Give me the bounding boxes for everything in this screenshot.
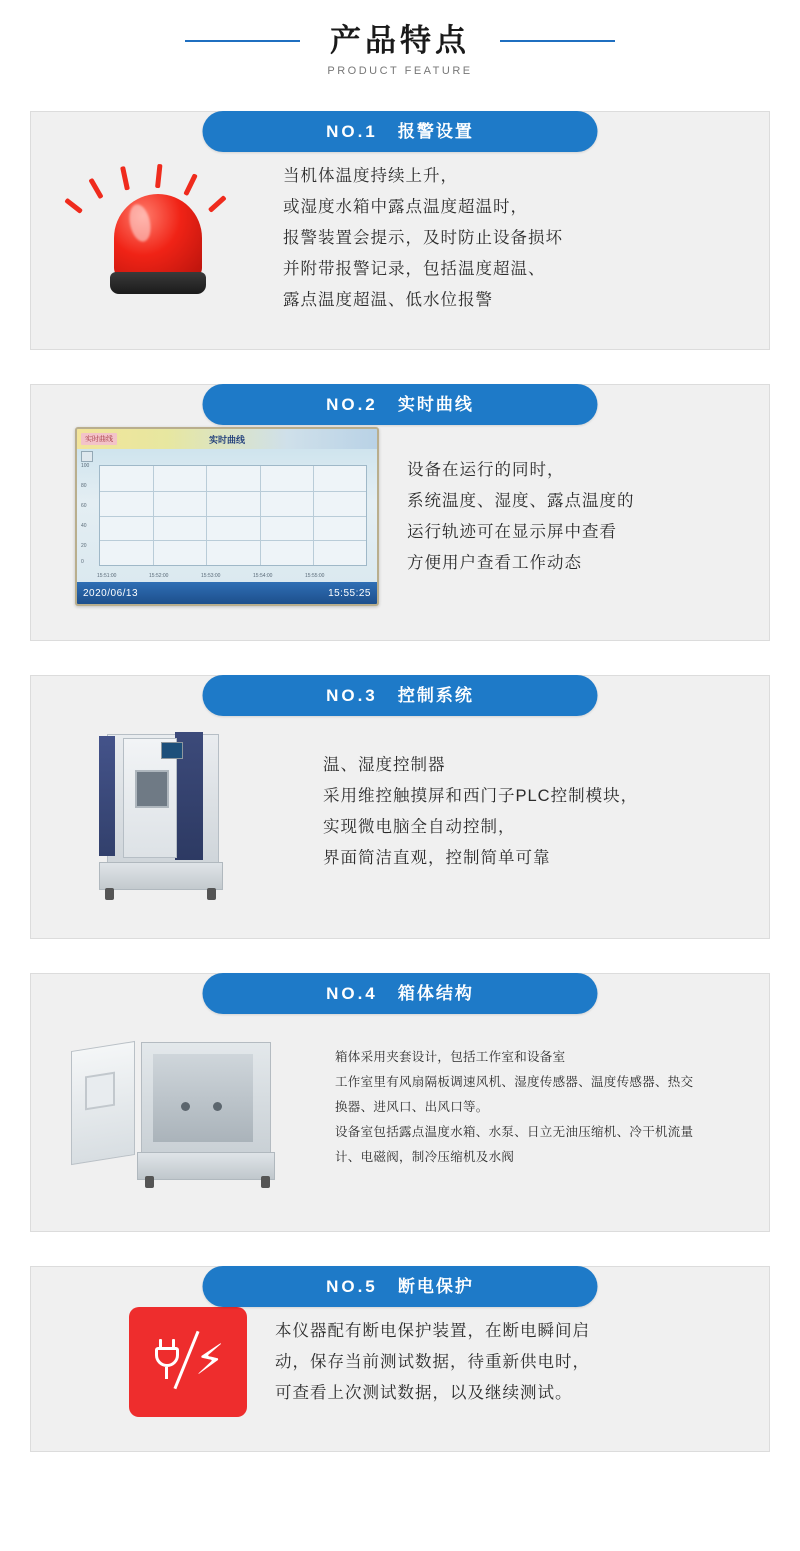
screen-y-tick: 20 — [81, 543, 87, 550]
section-cabinet-structure — [30, 973, 770, 1232]
badge-title-1: 报警设置 — [397, 122, 474, 142]
screen-tab-label: 实时曲线 — [81, 433, 117, 445]
alarm-ray — [183, 173, 198, 196]
grid-hline — [100, 491, 366, 492]
section-realtime-curve — [30, 384, 770, 641]
chamber-interior — [153, 1054, 253, 1142]
lightning-bolt-icon: ⚡ — [195, 1336, 225, 1384]
alarm-ray — [88, 178, 103, 200]
section-text-1 — [265, 161, 745, 316]
lamp-gloss — [126, 203, 153, 244]
badge-title-2: 实时曲线 — [397, 395, 474, 415]
badge-title-5: 断电保护 — [397, 1277, 474, 1297]
page-subtitle: PRODUCT FEATURE — [327, 65, 473, 78]
feature-line: 当机体温度持续上升， — [283, 167, 458, 186]
chamber-left-column — [99, 736, 115, 856]
screen-x-tick: 15:55:00 — [305, 573, 325, 580]
section-badge-3 — [203, 675, 598, 716]
screen-statusbar — [77, 582, 377, 604]
plug-body — [155, 1347, 179, 1367]
feature-line: 设备在运行的同时， — [407, 460, 565, 479]
feature-text-5 — [275, 1316, 745, 1409]
feature-line: 设备室包括露点温度水箱、水泵、日立无油压缩机、冷干机流量 — [335, 1125, 694, 1140]
badge-number-3: NO.3 — [326, 686, 378, 706]
section-text-3 — [295, 750, 745, 874]
page-header — [0, 0, 800, 77]
section-text-4 — [317, 1045, 751, 1170]
alarm-ray — [64, 198, 83, 214]
power-off-protection-icon — [129, 1307, 247, 1417]
chamber-open-door-photo — [57, 1010, 317, 1205]
feature-line: 系统温度、湿度、露点温度的 — [407, 491, 635, 510]
section-alarm-setting — [30, 111, 770, 350]
hmi-screen-photo — [75, 427, 379, 606]
badge-number-2: NO.2 — [326, 395, 378, 415]
chamber-touch-panel — [161, 742, 183, 759]
feature-line: 露点温度超温、低水位报警 — [283, 291, 493, 310]
screen-y-tick: 100 — [81, 463, 90, 470]
feature-line: 温、湿度控制器 — [323, 756, 446, 775]
alarm-ray — [155, 164, 162, 188]
screen-y-tick: 60 — [81, 503, 87, 510]
screen-y-tick: 0 — [81, 559, 84, 566]
feature-text-1 — [283, 161, 745, 316]
feature-line: 实现微电脑全自动控制， — [323, 818, 516, 837]
chamber-caster — [261, 1176, 270, 1188]
feature-text-2 — [407, 455, 745, 579]
feature-line: 方便用户查看工作动态 — [407, 553, 582, 572]
feature-line: 运行轨迹可在显示屏中查看 — [407, 522, 617, 541]
badge-number-4: NO.4 — [326, 984, 378, 1004]
screen-time: 15:55:25 — [328, 587, 371, 599]
screen-title: 实时曲线 — [208, 434, 245, 445]
feature-line: 箱体采用夹套设计，包括工作室和设备室 — [335, 1050, 566, 1065]
open-door-window — [85, 1072, 115, 1111]
title-rule-row — [0, 22, 800, 59]
title-rule-right — [500, 40, 615, 42]
alarm-ray — [208, 195, 227, 213]
feature-line: 或湿度水箱中露点温度超温时， — [283, 198, 528, 217]
feature-line: 报警装置会提示，及时防止设备损坏 — [283, 229, 563, 248]
lamp-dome — [114, 194, 202, 278]
section-control-system — [30, 675, 770, 939]
feature-line: 计、电磁阀，制冷压缩机及水阀 — [335, 1150, 515, 1165]
title-text-slot — [300, 22, 500, 59]
chamber-view-window — [135, 770, 169, 808]
alarm-lamp-icon — [55, 156, 265, 321]
badge-number-5: NO.5 — [326, 1277, 378, 1297]
screen-plot-area — [77, 449, 377, 582]
title-rule-left — [185, 40, 300, 42]
section-badge-5 — [203, 1266, 598, 1307]
badge-title-4: 箱体结构 — [397, 984, 474, 1004]
chamber-caster — [105, 888, 114, 900]
screen-y-tick: 80 — [81, 483, 87, 490]
feature-line: 界面简洁直观，控制简单可靠 — [323, 849, 551, 868]
badge-number-1: NO.1 — [326, 122, 378, 142]
lamp-base — [110, 272, 206, 294]
section-power-protection — [30, 1266, 770, 1452]
chamber-base — [137, 1152, 275, 1180]
page-title: 产品特点 — [330, 23, 470, 58]
screen-y-tick: 40 — [81, 523, 87, 530]
section-badge-2 — [203, 384, 598, 425]
feature-line: 采用维控触摸屏和西门子PLC控制模块， — [323, 787, 639, 806]
badge-title-3: 控制系统 — [397, 686, 474, 706]
feature-text-3 — [323, 750, 745, 874]
plug-icon — [153, 1339, 181, 1373]
chamber-caster — [145, 1176, 154, 1188]
grid-hline — [100, 516, 366, 517]
plug-cord — [165, 1367, 168, 1379]
feature-line: 工作室里有风扇隔板调速风机、湿度传感器、温度传感器、热交 — [335, 1075, 694, 1090]
section-badge-4 — [203, 973, 598, 1014]
chamber-base — [99, 862, 223, 890]
screen-grid — [99, 465, 367, 566]
screen-x-tick: 15:51:00 — [97, 573, 117, 580]
section-text-5 — [247, 1316, 745, 1409]
screen-titlebar — [77, 429, 377, 449]
chamber-caster — [207, 888, 216, 900]
feature-line: 换器、进风口、出风口等。 — [335, 1100, 489, 1115]
screen-x-tick: 15:53:00 — [201, 573, 221, 580]
section-text-2 — [379, 455, 745, 579]
feature-line: 动，保存当前测试数据，待重新供电时， — [275, 1352, 590, 1371]
grid-hline — [100, 540, 366, 541]
screen-menu-button[interactable] — [81, 451, 93, 462]
feature-text-4 — [335, 1045, 751, 1170]
screen-x-tick: 15:52:00 — [149, 573, 169, 580]
feature-line: 本仪器配有断电保护装置，在断电瞬间启 — [275, 1321, 590, 1340]
alarm-ray — [120, 166, 130, 191]
screen-x-tick: 15:54:00 — [253, 573, 273, 580]
screen-date: 2020/06/13 — [83, 587, 139, 599]
feature-line: 可查看上次测试数据，以及继续测试。 — [275, 1383, 573, 1402]
test-chamber-photo — [65, 712, 295, 912]
alarm-lamp-body — [110, 194, 206, 294]
section-badge-1 — [203, 111, 598, 152]
feature-line: 并附带报警记录，包括温度超温、 — [283, 260, 546, 279]
